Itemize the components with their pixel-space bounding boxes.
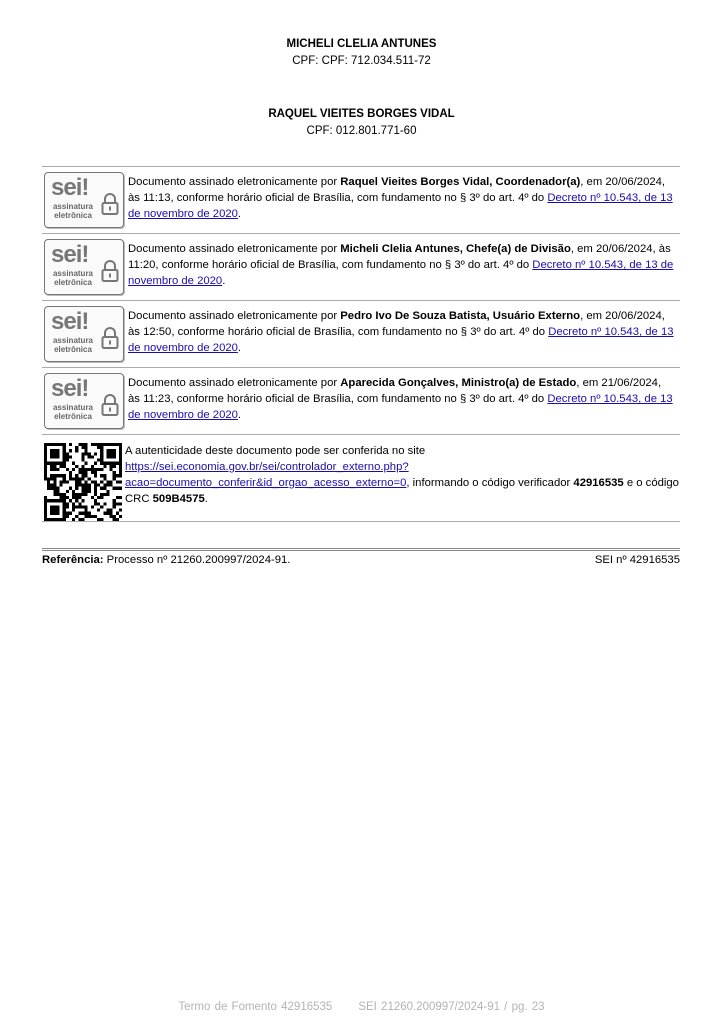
- process-reference: [42, 553, 290, 567]
- decree-link[interactable]: Decreto nº 10.543, de 13 de novembro de 2020: [128, 393, 673, 421]
- signer-bold: Pedro Ivo De Souza Batista, Usuário Externo: [340, 310, 581, 322]
- seal-caption: assinatura eletrônica: [52, 403, 94, 421]
- seal-brand: sei!: [51, 308, 89, 335]
- sei-seal-icon: [44, 373, 124, 429]
- seal-caption: assinatura eletrônica: [52, 269, 94, 287]
- signature-text: Documento assinado eletronicamente por Micheli Clelia Antunes, Chefe(a) de Divisão, em 20/06/2024, às 11:20, conforme horário oficial de Brasília, com fundamento no § 3º do art. 4º do Decreto nº 10.543, de 13 de novembro de 2020.: [128, 243, 674, 287]
- decree-link[interactable]: Decreto nº 10.543, de 13 de novembro de 2020: [128, 326, 674, 354]
- footer-divider: [42, 550, 680, 551]
- page-stamp: [0, 1001, 723, 1013]
- stamp-document: Termo de Fomento 42916535: [178, 1001, 333, 1013]
- signature-text: Documento assinado eletronicamente por Raquel Vieites Borges Vidal, Coordenador(a), em 20/06/2024, às 11:13, conforme horário oficial de Brasília, com fundamento no § 3º do art. 4º do Decreto nº 10.543, de 13 de novembro de 2020.: [128, 176, 673, 220]
- signer-bold: Micheli Clelia Antunes, Chefe(a) de Divisão: [340, 243, 571, 255]
- seal-caption: assinatura eletrônica: [52, 336, 94, 354]
- signer-cpf: CPF: 012.801.771-60: [306, 125, 417, 137]
- signer-bold: Raquel Vieites Borges Vidal, Coordenador(a): [340, 176, 581, 188]
- sei-number: SEI nº 42916535: [594, 554, 680, 566]
- signer-cpf: CPF: CPF: 712.034.511-72: [292, 55, 431, 67]
- sei-seal-icon: [44, 172, 124, 228]
- seal-brand: sei!: [51, 174, 89, 201]
- sei-seal-icon: [44, 239, 124, 295]
- verification-url-link[interactable]: https://sei.economia.gov.br/sei/controlador_externo.php? acao=documento_conferir&id_orgao_acesso_externo=0: [125, 461, 409, 489]
- crc-code: 509B4575: [152, 493, 205, 505]
- seal-brand: sei!: [51, 375, 89, 402]
- signer-name: MICHELI CLELIA ANTUNES: [286, 38, 437, 50]
- signer-name: RAQUEL VIEITES BORGES VIDAL: [268, 108, 455, 120]
- lock-icon: [101, 193, 119, 215]
- signature-row: [42, 300, 680, 367]
- signer-bold: Aparecida Gonçalves, Ministro(a) de Estado: [340, 377, 577, 389]
- footer-divider: [42, 548, 680, 549]
- reference-text: Processo nº 21260.200997/2024-91.: [103, 554, 291, 566]
- verifier-code: 42916535: [573, 477, 624, 489]
- reference-label: Referência:: [42, 554, 104, 566]
- signature-text: Documento assinado eletronicamente por Aparecida Gonçalves, Ministro(a) de Estado, em 21/06/2024, às 11:23, conforme horário oficial de Brasília, com fundamento no § 3º do art. 4º do Decreto nº 10.543, de 13 de novembro de 2020.: [128, 377, 673, 421]
- authenticity-text: A autenticidade deste documento pode ser conferida no site https://sei.economia.gov.br/sei/controlador_externo.php? acao=documento_conferir&id_orgao_acesso_externo=0, informando o código verificador 42916535 e o código CRC 509B4575.: [125, 445, 679, 505]
- signature-row: [42, 367, 680, 434]
- signature-row: [42, 166, 680, 233]
- qr-code-icon: [44, 443, 122, 521]
- lock-icon: [101, 327, 119, 349]
- decree-link[interactable]: Decreto nº 10.543, de 13 de novembro de 2020: [128, 192, 673, 220]
- signature-table: [42, 166, 680, 522]
- signer-header-2: [0, 107, 723, 138]
- signature-text: Documento assinado eletronicamente por Pedro Ivo De Souza Batista, Usuário Externo, em 20/06/2024, às 12:50, conforme horário oficial de Brasília, com fundamento no § 3º do art. 4º do Decreto nº 10.543, de 13 de novembro de 2020.: [128, 310, 674, 354]
- lock-icon: [101, 260, 119, 282]
- signature-row: [42, 233, 680, 300]
- seal-caption: assinatura eletrônica: [52, 202, 94, 220]
- decree-link[interactable]: Decreto nº 10.543, de 13 de novembro de 2020: [128, 259, 674, 287]
- signer-header-1: [0, 37, 723, 68]
- sei-seal-icon: [44, 306, 124, 362]
- authenticity-row: [42, 434, 680, 522]
- lock-icon: [101, 394, 119, 416]
- seal-brand: sei!: [51, 241, 89, 268]
- stamp-process-page: SEI 21260.200997/2024-91 / pg. 23: [358, 1001, 545, 1013]
